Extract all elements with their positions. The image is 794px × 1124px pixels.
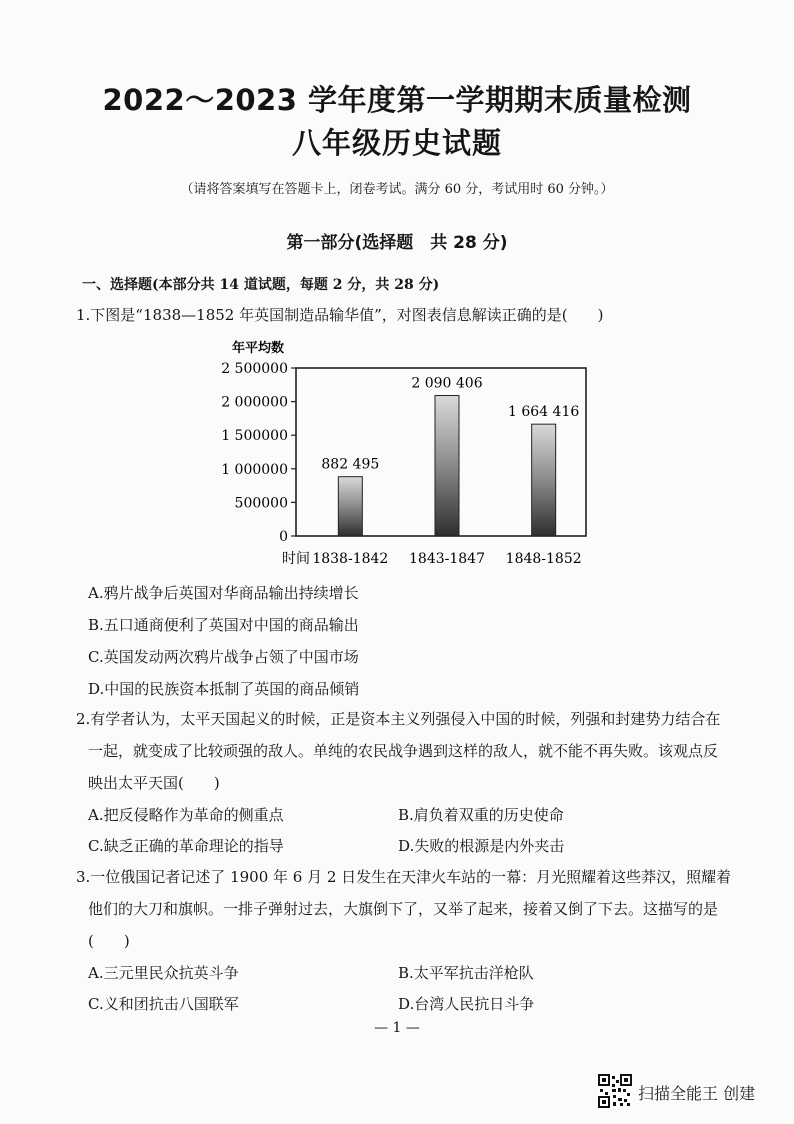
exam-instructions: （请将答案填写在答题卡上，闭卷考试。满分 60 分，考试用时 60 分钟。） <box>180 182 614 197</box>
export-value-chart <box>220 334 610 574</box>
scanner-watermark: 扫描全能王 创建 <box>638 1084 756 1103</box>
y-tick-label: 1 000000 <box>221 461 288 478</box>
question-2-option-c[interactable]: C.缺乏正确的革命理论的指导 <box>88 837 284 855</box>
x-tick-label: 1838-1842 <box>312 551 389 567</box>
exam-subtitle: 八年级历史试题 <box>291 126 502 160</box>
y-tick-label: 1 500000 <box>221 428 288 445</box>
y-tick-label: 500000 <box>234 495 288 512</box>
question-3-option-c[interactable]: C.义和团抗击八国联军 <box>88 995 239 1013</box>
question-3-stem-line-2: 他们的大刀和旗帜。一排子弹射过去，大旗倒下了，又举了起来，接着又倒了下去。这描写的是 <box>88 900 719 918</box>
question-1-stem: 1.下图是“1838—1852 年英国制造品输华值”，对图表信息解读正确的是( ) <box>76 306 604 324</box>
question-2-stem-line-2: 一起，就变成了比较顽强的敌人。单纯的农民战争遇到这样的敌人，就不能不再失败。该观点反 <box>88 742 719 760</box>
question-3-stem-line-1: 3.一位俄国记者记述了 1900 年 6 月 2 日发生在天津火车站的一幕：月光照耀着这些莽汉，照耀着 <box>76 868 732 886</box>
y-tick-label: 0 <box>279 529 288 545</box>
question-3-option-a[interactable]: A.三元里民众抗英斗争 <box>88 964 239 982</box>
y-tick-label: 2 000000 <box>221 394 288 411</box>
bar-1843-1847 <box>435 396 459 536</box>
y-tick-label: 2 500000 <box>221 361 288 377</box>
chart-xlabel: 时间 <box>282 551 310 567</box>
bar-value-label: 2 090 406 <box>411 375 483 392</box>
x-tick-label: 1843-1847 <box>409 551 485 567</box>
section-heading: 一、选择题(本部分共 14 道试题，每题 2 分，共 28 分) <box>82 277 440 293</box>
question-2-stem-line-3: 映出太平天国( ) <box>88 774 220 792</box>
bar-value-label: 882 495 <box>321 456 380 473</box>
question-2-option-a[interactable]: A.把反侵略作为革命的侧重点 <box>88 806 284 824</box>
question-2-option-b[interactable]: B.肩负着双重的历史使命 <box>398 806 564 824</box>
chart-ylabel: 年平均数 <box>232 341 285 356</box>
question-3-stem-line-3: ( ) <box>88 932 130 950</box>
question-1-option-b[interactable]: B.五口通商便利了英国对中国的商品输出 <box>88 616 359 634</box>
question-3-option-b[interactable]: B.太平军抗击洋枪队 <box>398 964 534 982</box>
bar-1848-1852 <box>532 424 556 536</box>
qr-code-icon <box>598 1074 632 1108</box>
question-1-option-d[interactable]: D.中国的民族资本抵制了英国的商品倾销 <box>88 680 360 698</box>
question-1-option-a[interactable]: A.鸦片战争后英国对华商品输出持续增长 <box>88 584 359 602</box>
x-tick-label: 1848-1852 <box>505 551 582 567</box>
question-2-option-d[interactable]: D.失败的根源是内外夹击 <box>398 837 565 855</box>
bar-value-label: 1 664 416 <box>508 404 580 421</box>
question-1-option-c[interactable]: C.英国发动两次鸦片战争占领了中国市场 <box>88 648 359 666</box>
question-2-stem-line-1: 2.有学者认为，太平天国起义的时候，正是资本主义列强侵入中国的时候，列强和封建势力结合在 <box>76 710 721 728</box>
exam-title: 2022～2023 学年度第一学期期末质量检测 <box>102 83 692 117</box>
part-title: 第一部分(选择题 共 28 分) <box>286 233 508 253</box>
page-number: — 1 — <box>374 1020 420 1036</box>
bar-1838-1842 <box>338 477 362 536</box>
question-3-option-d[interactable]: D.台湾人民抗日斗争 <box>398 995 535 1013</box>
